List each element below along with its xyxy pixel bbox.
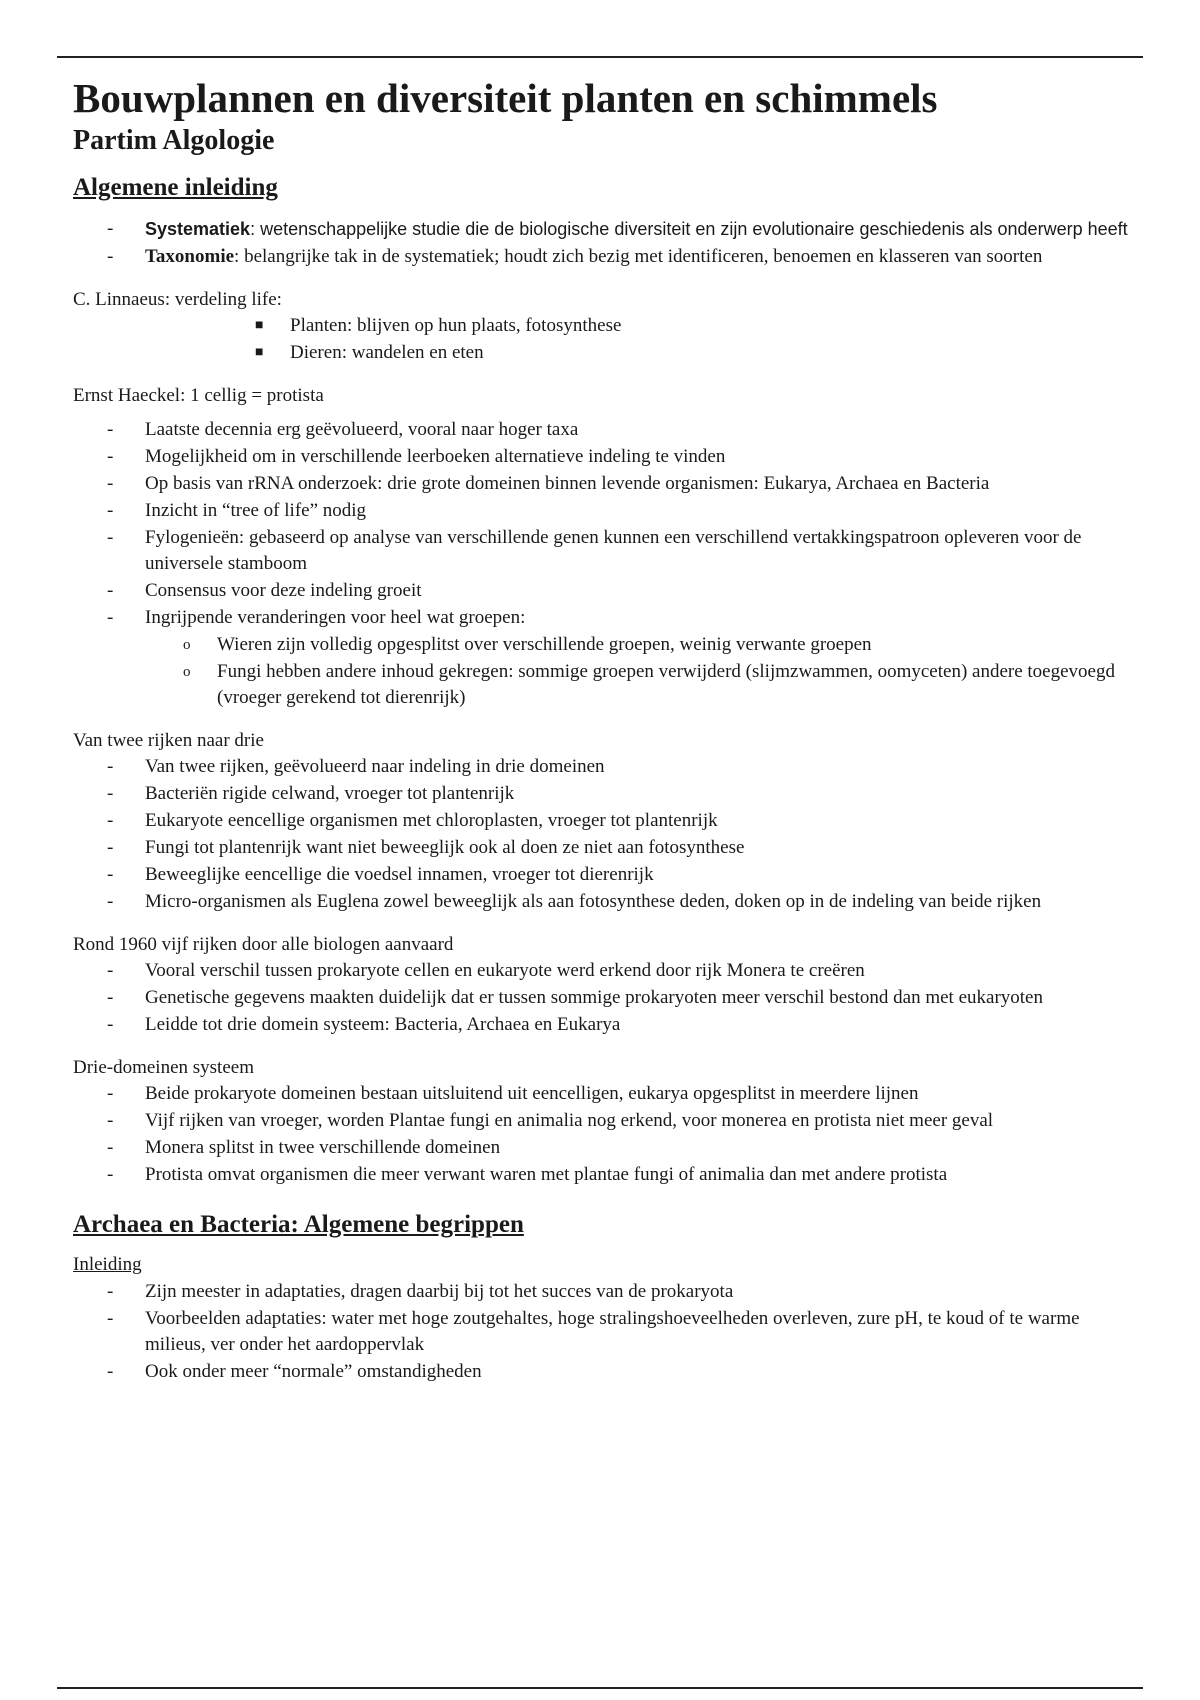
paragraph-two-to-three: Van twee rijken naar drie bbox=[73, 730, 264, 751]
list-item: - Taxonomie: belangrijke tak in de systematiek; houdt zich bezig met identificeren, benoemen en klasseren van soorten bbox=[107, 246, 1043, 267]
list-item: - Fungi tot plantenrijk want niet beweeglijk ook al doen ze niet aan fotosynthese bbox=[107, 837, 745, 858]
linnaeus-list bbox=[73, 313, 1143, 366]
document-title: Bouwplannen en diversiteit planten en schimmels bbox=[73, 75, 938, 121]
subsection-heading-inleiding: Inleiding bbox=[73, 1254, 142, 1275]
list-item: ■ Planten: blijven op hun plaats, fotosynthese bbox=[73, 313, 1143, 339]
paragraph-haeckel: Ernst Haeckel: 1 cellig = protista bbox=[73, 385, 324, 406]
document-page bbox=[73, 74, 1143, 1386]
paragraph-linnaeus: C. Linnaeus: verdeling life: bbox=[73, 289, 282, 310]
list-item: - Fylogenieën: gebaseerd op analyse van verschillende genen kunnen een verschillend vertakkingspatroon opleveren voor de universele stamboom bbox=[107, 527, 1082, 574]
list-item: - Micro-organismen als Euglena zowel beweeglijk als aan fotosynthese deden, doken op in de indeling van beide rijken bbox=[107, 891, 1042, 912]
list-item: - Consensus voor deze indeling groeit bbox=[107, 580, 422, 601]
haeckel-sublist bbox=[73, 632, 1143, 711]
list-item: - Inzicht in “tree of life” nodig bbox=[107, 500, 367, 521]
list-item: - Laatste decennia erg geëvolueerd, vooral naar hoger taxa bbox=[107, 419, 579, 440]
list-item: - Genetische gegevens maakten duidelijk dat er tussen sommige prokaryoten meer verschil bestond dan met eukaryoten bbox=[107, 987, 1043, 1008]
list-item: - Ook onder meer “normale” omstandigheden bbox=[107, 1361, 482, 1382]
term-taxonomie: Taxonomie bbox=[145, 246, 235, 267]
list-item: - Monera splitst in twee verschillende domeinen bbox=[107, 1137, 501, 1158]
list-item: - Leidde tot drie domein systeem: Bacteria, Archaea en Eukarya bbox=[107, 1014, 621, 1035]
list-item: - Voorbeelden adaptaties: water met hoge zoutgehaltes, hoge stralingshoeveelheden overleven, zure pH, te koud of te warme milieus, ver onder het aardoppervlak bbox=[107, 1308, 1080, 1355]
square-bullet-icon: ■ bbox=[255, 318, 264, 333]
list-item: - Protista omvat organismen die meer verwant waren met plantae fungi of animalia dan met andere protista bbox=[107, 1164, 948, 1185]
list-item: - Beide prokaryote domeinen bestaan uitsluitend uit eencelligen, eukarya opgesplitst in meerdere lijnen bbox=[107, 1083, 919, 1104]
paragraph-three-domains: Drie-domeinen systeem bbox=[73, 1057, 254, 1078]
circle-bullet-icon: o bbox=[183, 637, 191, 653]
list-item: - Van twee rijken, geëvolueerd naar indeling in drie domeinen bbox=[107, 756, 605, 777]
list-item: ■ Dieren: wandelen en eten bbox=[73, 340, 1143, 366]
circle-bullet-icon: o bbox=[183, 664, 191, 680]
section-heading-archaea: Archaea en Bacteria: Algemene begrippen bbox=[73, 1211, 524, 1238]
list-item: - Mogelijkheid om in verschillende leerboeken alternatieve indeling te vinden bbox=[107, 446, 726, 467]
section-heading-intro: Algemene inleiding bbox=[73, 174, 278, 201]
list-item: - Ingrijpende veranderingen voor heel wat groepen: bbox=[107, 607, 526, 628]
paragraph-five-kingdoms: Rond 1960 vijf rijken door alle biologen aanvaard bbox=[73, 934, 454, 955]
list-item: o Fungi hebben andere inhoud gekregen: sommige groepen verwijderd (slijmzwammen, oomyceten) andere toegevoegd (vroeger gerekend tot dierenrijk) bbox=[183, 661, 1115, 708]
square-bullet-icon: ■ bbox=[255, 345, 264, 360]
two-to-three-list bbox=[73, 754, 1143, 915]
list-item: - Zijn meester in adaptaties, dragen daarbij bij tot het succes van de prokaryota bbox=[107, 1281, 734, 1302]
list-item: o Wieren zijn volledig opgesplitst over verschillende groepen, weinig verwante groepen bbox=[73, 632, 1143, 658]
list-item: - Beweeglijke eencellige die voedsel innamen, vroeger tot dierenrijk bbox=[107, 864, 654, 885]
list-item: - Eukaryote eencellige organismen met chloroplasten, vroeger tot plantenrijk bbox=[107, 810, 718, 831]
term-systematiek: Systematiek bbox=[145, 219, 251, 239]
list-item: - Vijf rijken van vroeger, worden Plantae fungi en animalia nog erkend, voor monerea en protista niet meer geval bbox=[107, 1110, 994, 1131]
archaea-list bbox=[73, 1279, 1143, 1385]
haeckel-list bbox=[73, 417, 1143, 631]
bottom-rule bbox=[57, 1687, 1143, 1689]
definitions-list bbox=[73, 216, 1143, 270]
five-kingdoms-list bbox=[73, 958, 1143, 1038]
list-item: - Bacteriën rigide celwand, vroeger tot plantenrijk bbox=[107, 783, 515, 804]
list-item: - Op basis van rRNA onderzoek: drie grote domeinen binnen levende organismen: Eukarya, Archaea en Bacteria bbox=[107, 473, 990, 494]
list-item: - Vooral verschil tussen prokaryote cellen en eukaryote werd erkend door rijk Monera te creëren bbox=[107, 960, 865, 981]
document-subtitle: Partim Algologie bbox=[73, 125, 275, 156]
list-item: - Systematiek: wetenschappelijke studie die de biologische diversiteit en zijn evolutionaire geschiedenis als onderwerp heeft bbox=[107, 218, 1128, 239]
three-domains-list bbox=[73, 1081, 1143, 1188]
top-rule bbox=[57, 56, 1143, 58]
